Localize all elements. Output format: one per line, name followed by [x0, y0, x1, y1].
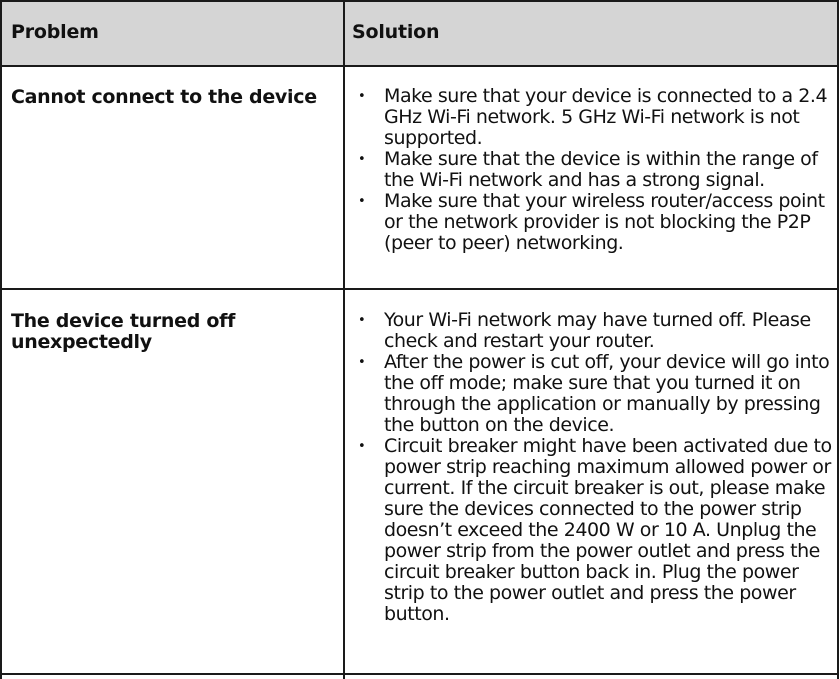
- border-row-2-bottom: [0, 673, 839, 675]
- border-row-1-bottom: [0, 288, 839, 290]
- row-2-problem: The device turned off unexpectedly: [11, 310, 236, 353]
- list-item: • After the power is cut off, your device will go into the off mode; make sure that you turned it on through the application or manually by pressing the button on the device.: [352, 352, 832, 436]
- row-2-solution-list: [352, 310, 832, 625]
- header-problem: Problem: [11, 21, 99, 43]
- border-top: [0, 0, 839, 2]
- row-1-solution-list: [352, 86, 832, 254]
- list-item: • Make sure that your device is connected to a 2.4 GHz Wi-Fi network. 5 GHz Wi-Fi network is not supported.: [352, 86, 832, 149]
- list-item: • Make sure that the device is within the range of the Wi-Fi network and has a strong signal.: [352, 149, 832, 191]
- list-item: • Make sure that your wireless router/access point or the network provider is not blocking the P2P (peer to peer) networking.: [352, 191, 832, 254]
- border-middle: [343, 0, 345, 679]
- row-1-problem: Cannot connect to the device: [11, 86, 317, 108]
- border-left: [0, 0, 2, 679]
- border-header-bottom: [0, 65, 839, 67]
- header-solution: Solution: [352, 21, 440, 43]
- list-item: • Your Wi-Fi network may have turned off. Please check and restart your router.: [352, 310, 832, 352]
- list-item: • Circuit breaker might have been activated due to power strip reaching maximum allowed power or current. If the circuit breaker is out, please make sure the devices connected to the power strip doesn’t exceed the 2400 W or 10 A. Unplug the power strip from the power outlet and press the circuit breaker button back in. Plug the power strip to the power outlet and press the power button.: [352, 436, 832, 625]
- border-right: [837, 0, 839, 679]
